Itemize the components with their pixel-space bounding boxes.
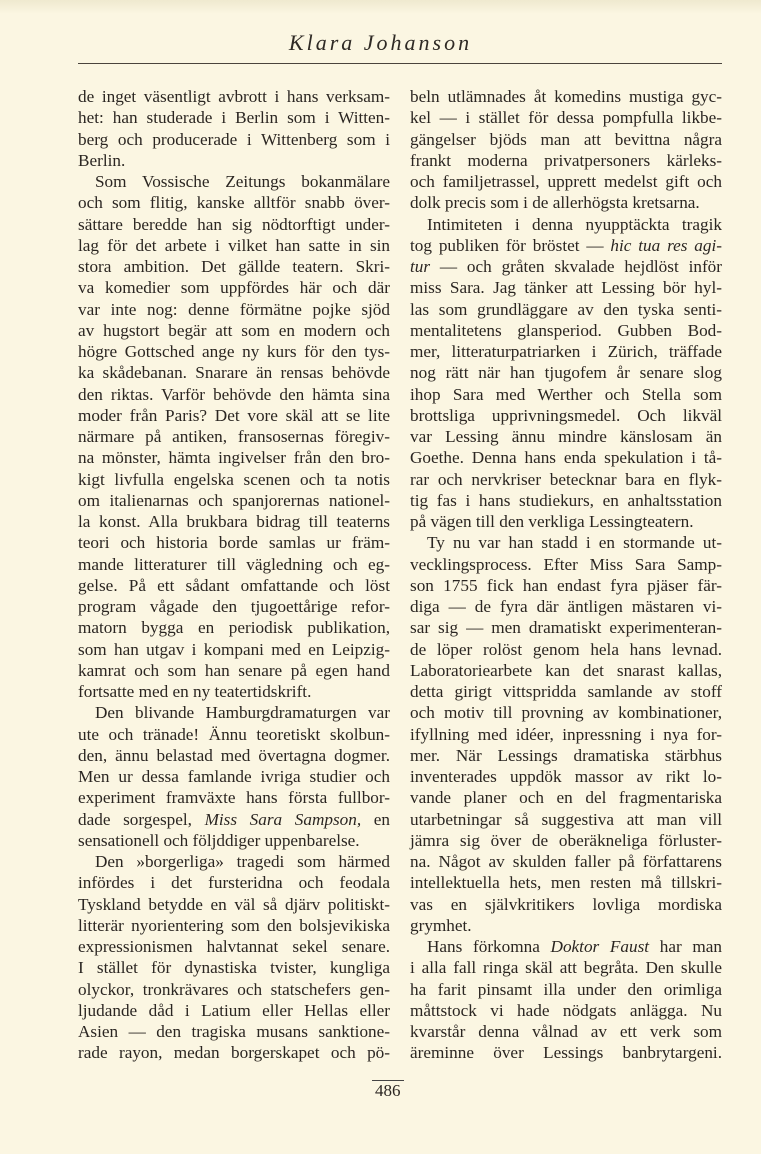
text-line bbox=[78, 660, 390, 681]
text-segment: lag för det arbete i vilket han satte in sin bbox=[78, 235, 390, 255]
text-segment: sättare beredde han sig nödtorftigt under- bbox=[78, 214, 390, 234]
text-line bbox=[410, 554, 722, 575]
text-line bbox=[78, 702, 390, 723]
text-segment: Laboratoriearbete kan det snarast kallas, bbox=[410, 660, 722, 680]
text-segment: ha farit pinsamt illa under den orimliga bbox=[410, 979, 722, 999]
text-segment: beln utlämnades åt komedins mustiga gyc- bbox=[410, 87, 722, 106]
text-line bbox=[410, 192, 722, 213]
text-segment: I stället för dynastiska tvister, kungliga bbox=[78, 958, 390, 978]
text-line bbox=[78, 809, 390, 830]
text-segment: Den blivande Hamburgdramaturgen var bbox=[95, 703, 390, 723]
text-line bbox=[78, 851, 390, 872]
text-segment: experiment framväxte hans första fullbor- bbox=[78, 788, 390, 808]
text-line bbox=[410, 532, 722, 553]
text-line bbox=[410, 894, 722, 915]
text-segment: la konst. Alla brukbara bidrag till teaterns bbox=[78, 512, 390, 531]
text-segment: kvarstår denna vålnad av ett verk som bbox=[410, 1022, 722, 1041]
text-segment: rade rayon, medan borgerskapet och pö- bbox=[78, 1043, 390, 1063]
text-line bbox=[410, 957, 722, 978]
text-segment: tog publiken för bröstet — bbox=[410, 235, 611, 255]
text-line bbox=[410, 1000, 722, 1021]
text-segment: son 1755 fick han endast fyra pjäser fär- bbox=[410, 575, 722, 595]
text-segment: en bbox=[361, 809, 390, 829]
text-segment: rar och nervkriser betecknar bara en flyk- bbox=[410, 469, 722, 489]
text-line bbox=[410, 150, 722, 171]
italic-title: hic tua res agi- bbox=[610, 235, 722, 255]
text-segment: sensationell och följddiger uppenbarelse. bbox=[78, 830, 360, 850]
text-line bbox=[410, 129, 722, 150]
text-line bbox=[410, 660, 722, 681]
text-line bbox=[410, 320, 722, 341]
text-line bbox=[78, 979, 390, 1000]
text-line bbox=[78, 129, 390, 150]
text-line bbox=[78, 915, 390, 936]
text-line bbox=[78, 766, 390, 787]
text-segment: stora ambition. Det gällde teatern. Skri- bbox=[78, 257, 390, 276]
text-segment: fortsatte med en ny teatertidskrift. bbox=[78, 682, 312, 701]
italic-title: tur bbox=[410, 257, 431, 276]
text-segment: Den »borgerliga» tragedi som härmed bbox=[95, 852, 390, 871]
text-segment: jämra sig över de oberäkneliga förluster- bbox=[410, 830, 722, 850]
text-line bbox=[78, 532, 390, 553]
text-line bbox=[78, 469, 390, 490]
text-segment: utarbetningar så suggestiva att man vill bbox=[410, 809, 722, 829]
text-line bbox=[410, 362, 722, 383]
text-segment: äreminne över Lessings banbrytargeni. bbox=[410, 1043, 722, 1063]
italic-title: Doktor Faust bbox=[550, 937, 650, 956]
text-segment: i alla fall ringa skäl att begråta. Den skulle bbox=[410, 958, 722, 978]
text-segment: mentalitetens glansperiod. Gubben Bod- bbox=[410, 320, 722, 340]
text-line bbox=[410, 872, 722, 893]
text-segment: kigt livfulla engelska scenen och ta notis bbox=[78, 469, 390, 489]
text-segment: Tyskland betydde en väl så djärv politiskt- bbox=[78, 894, 390, 914]
text-line bbox=[410, 235, 722, 256]
text-line bbox=[78, 86, 390, 107]
text-line bbox=[78, 192, 390, 213]
text-line bbox=[78, 256, 390, 277]
page-edge-shadow bbox=[0, 0, 761, 14]
text-line bbox=[410, 1042, 722, 1063]
text-segment: högre Gottsched ange ny kurs för den tys- bbox=[78, 342, 390, 361]
text-segment: olyckor, tronkrävares och statschefers gen- bbox=[78, 979, 390, 999]
text-line bbox=[78, 1042, 390, 1063]
text-line bbox=[78, 214, 390, 235]
text-line bbox=[78, 575, 390, 596]
text-line bbox=[410, 426, 722, 447]
text-segment: ka skådebanan. Snarare än rensas behövde bbox=[78, 363, 390, 383]
text-segment: Men ur dessa famlande ivriga studier och bbox=[78, 767, 390, 786]
text-line bbox=[410, 575, 722, 596]
text-segment: infördes i det fursteridna och feodala bbox=[78, 873, 390, 893]
right-text-column bbox=[410, 86, 722, 1064]
text-line bbox=[410, 766, 722, 787]
text-segment: miss Sara. Jag tänker att Lessing bör hyl- bbox=[410, 278, 722, 298]
text-line bbox=[78, 894, 390, 915]
text-segment: på vägen till den verkliga Lessingteatern. bbox=[410, 512, 694, 531]
text-line bbox=[78, 787, 390, 808]
text-line bbox=[78, 1021, 390, 1042]
text-segment: kel — i stället för dessa pompfulla likbe- bbox=[410, 108, 722, 128]
text-segment: grymhet. bbox=[410, 915, 472, 935]
text-segment: Berlin. bbox=[78, 150, 126, 170]
text-line bbox=[410, 214, 722, 235]
text-line bbox=[78, 107, 390, 128]
text-segment: och som flitig, kanske alltför snabb över- bbox=[78, 193, 390, 213]
text-line bbox=[78, 171, 390, 192]
text-line bbox=[78, 341, 390, 362]
text-line bbox=[78, 596, 390, 617]
text-segment: las som grundläggare av den tyska senti- bbox=[410, 299, 722, 319]
text-line bbox=[78, 554, 390, 575]
text-segment: intellektuella hets, men resten må tillskri- bbox=[410, 873, 722, 893]
text-segment: gängelser bjöds man att bevittna några bbox=[410, 129, 722, 149]
text-segment: de inget väsentligt avbrott i hans verksam- bbox=[78, 87, 390, 106]
text-line bbox=[410, 341, 722, 362]
text-line bbox=[78, 830, 390, 851]
text-segment: mer, litteraturpatriarken i Zürich, träffade bbox=[410, 342, 722, 361]
text-line bbox=[410, 469, 722, 490]
text-segment: den, ännu belastad med övertagna dogmer. bbox=[78, 745, 390, 765]
text-segment: var Lessing ännu mindre känslosam än bbox=[410, 427, 722, 446]
text-line bbox=[410, 256, 722, 277]
text-segment: var inte nog: denne förmätne pojke sjöd bbox=[78, 299, 390, 319]
text-line bbox=[78, 426, 390, 447]
text-segment: frankt moderna privatpersoners kärleks- bbox=[410, 150, 722, 170]
text-segment: mer. När Lessings dramatiska stärbhus bbox=[410, 745, 722, 765]
text-line bbox=[410, 107, 722, 128]
text-line bbox=[78, 681, 390, 702]
text-line bbox=[410, 490, 722, 511]
text-line bbox=[410, 447, 722, 468]
text-line bbox=[410, 277, 722, 298]
text-segment: Intimiteten i denna nyupptäckta tragik bbox=[427, 214, 722, 234]
text-segment: ifyllning med idéer, inpressning i nya for- bbox=[410, 724, 722, 744]
text-line bbox=[410, 851, 722, 872]
text-segment: inventerades uppdök massor av rikt lo- bbox=[410, 767, 722, 786]
text-segment: het: han studerade i Berlin som i Witten- bbox=[78, 108, 390, 128]
text-line bbox=[410, 596, 722, 617]
text-segment: matorn bygga en periodisk publikation, bbox=[78, 618, 390, 638]
text-segment: dade sorgespel, bbox=[78, 809, 205, 829]
text-segment: Ty nu var han stadd i en stormande ut- bbox=[427, 533, 722, 553]
text-segment: moder från Paris? Det vore skäl att se lite bbox=[78, 405, 390, 425]
text-segment: Goethe. Denna hans enda spekulation i tå- bbox=[410, 448, 722, 468]
text-line bbox=[410, 299, 722, 320]
text-line bbox=[78, 957, 390, 978]
text-segment: vas en självkritikers lovliga mordiska bbox=[410, 894, 722, 914]
text-segment: na mönster, hämta ingivelser från den bro- bbox=[78, 448, 390, 468]
text-segment: om italienarnas och spanjorernas nationel- bbox=[78, 490, 390, 510]
text-line bbox=[410, 809, 722, 830]
text-line bbox=[410, 171, 722, 192]
text-segment: ute och tränade! Ännu teoretiskt skolbun- bbox=[78, 724, 390, 744]
text-segment: måttstock vi hade nödgats anlägga. Nu bbox=[410, 1000, 722, 1020]
text-line bbox=[78, 724, 390, 745]
text-segment: gelse. På ett sådant omfattande och löst bbox=[78, 575, 390, 595]
text-line bbox=[410, 384, 722, 405]
text-segment: litterär nyorientering som den bolsjevikiska bbox=[78, 915, 390, 935]
text-line bbox=[78, 1000, 390, 1021]
text-segment: dolk precis som i de allerhögsta kretsarna. bbox=[410, 193, 700, 213]
text-segment: av hugstort begär att som en modern och bbox=[78, 320, 390, 340]
text-line bbox=[78, 511, 390, 532]
text-line bbox=[78, 277, 390, 298]
text-line bbox=[78, 320, 390, 341]
text-segment: Hans förkomna bbox=[427, 937, 551, 956]
text-line bbox=[78, 936, 390, 957]
text-line bbox=[410, 681, 722, 702]
text-segment: närmare på antiken, fransosernas föregiv- bbox=[78, 427, 390, 446]
text-line bbox=[410, 915, 722, 936]
left-text-column bbox=[78, 86, 390, 1064]
text-segment: sar sig — men dramatiskt experimenteran- bbox=[410, 618, 722, 638]
text-line bbox=[410, 724, 722, 745]
text-line bbox=[78, 490, 390, 511]
text-segment: de löper rolöst genom hela hans levnad. bbox=[410, 639, 722, 659]
text-segment: och motiv till provning av kombinationer, bbox=[410, 703, 722, 723]
text-line bbox=[410, 511, 722, 532]
text-segment: berg och producerade i Wittenberg som i bbox=[78, 129, 390, 149]
text-line bbox=[78, 235, 390, 256]
text-line bbox=[78, 384, 390, 405]
text-segment: kamrat och som han senare på egen hand bbox=[78, 660, 390, 680]
text-line bbox=[410, 702, 722, 723]
text-segment: den riktas. Varför behövde den hämta sina bbox=[78, 384, 390, 404]
text-line bbox=[78, 872, 390, 893]
text-line bbox=[410, 936, 722, 957]
text-segment: va komedier som uppfördes här och där bbox=[78, 278, 390, 298]
text-segment: expressionismen halvtannat sekel senare. bbox=[78, 937, 390, 956]
text-segment: na. Något av skulden faller på författarens bbox=[410, 852, 722, 871]
text-segment: ihop Sara med Werther och Stella som bbox=[410, 384, 722, 404]
text-line bbox=[78, 405, 390, 426]
text-line bbox=[410, 787, 722, 808]
text-segment: har man bbox=[649, 937, 722, 956]
text-line bbox=[78, 617, 390, 638]
text-line bbox=[410, 617, 722, 638]
text-line bbox=[410, 979, 722, 1000]
text-segment: brottsliga upprivningsmedel. Och likväl bbox=[410, 405, 722, 425]
text-segment: mande litteraturer till vägledning och eg- bbox=[78, 554, 390, 574]
text-segment: tig fas i hans studiekurs, en anhaltsstation bbox=[410, 490, 722, 510]
text-line bbox=[410, 639, 722, 660]
text-segment: teori och historia borde samlas ur främ- bbox=[78, 533, 390, 553]
text-line bbox=[410, 745, 722, 766]
text-segment: vande planer och en del fragmentariska bbox=[410, 788, 722, 808]
text-segment: program vågade den tjugoettårige refor- bbox=[78, 597, 390, 616]
text-segment: vecklingsprocess. Efter Miss Sara Samp- bbox=[410, 554, 722, 574]
text-line bbox=[410, 830, 722, 851]
text-line bbox=[78, 639, 390, 660]
text-line bbox=[78, 362, 390, 383]
text-line bbox=[410, 1021, 722, 1042]
text-segment: som han utgav i kompani med en Leipzig- bbox=[78, 639, 390, 659]
text-line bbox=[410, 405, 722, 426]
text-line bbox=[410, 86, 722, 107]
text-line bbox=[78, 150, 390, 171]
text-line bbox=[78, 299, 390, 320]
text-line bbox=[78, 745, 390, 766]
header-rule bbox=[78, 63, 722, 64]
text-segment: Som Vossische Zeitungs bokanmälare bbox=[95, 172, 390, 191]
running-header-author: Klara Johanson bbox=[288, 30, 473, 55]
text-segment: — och gråten skvalade hejdlöst inför bbox=[430, 257, 722, 276]
page-number: 486 bbox=[372, 1080, 404, 1101]
text-segment: detta girigt vittspridda samlande av stoff bbox=[410, 682, 722, 701]
text-segment: diga — de fyra där äntligen mästaren vi- bbox=[410, 597, 722, 616]
text-line bbox=[78, 447, 390, 468]
italic-title: Miss Sara Sampson, bbox=[204, 809, 362, 829]
text-segment: nog rätt när han tjugofem år senare slog bbox=[410, 363, 722, 383]
text-segment: ljudande dåd i Latium eller Hellas eller bbox=[78, 1000, 390, 1020]
text-segment: Asien — den tragiska musans sanktione- bbox=[78, 1022, 390, 1041]
text-segment: och familjetrassel, upprett medelst gift och bbox=[410, 172, 722, 191]
